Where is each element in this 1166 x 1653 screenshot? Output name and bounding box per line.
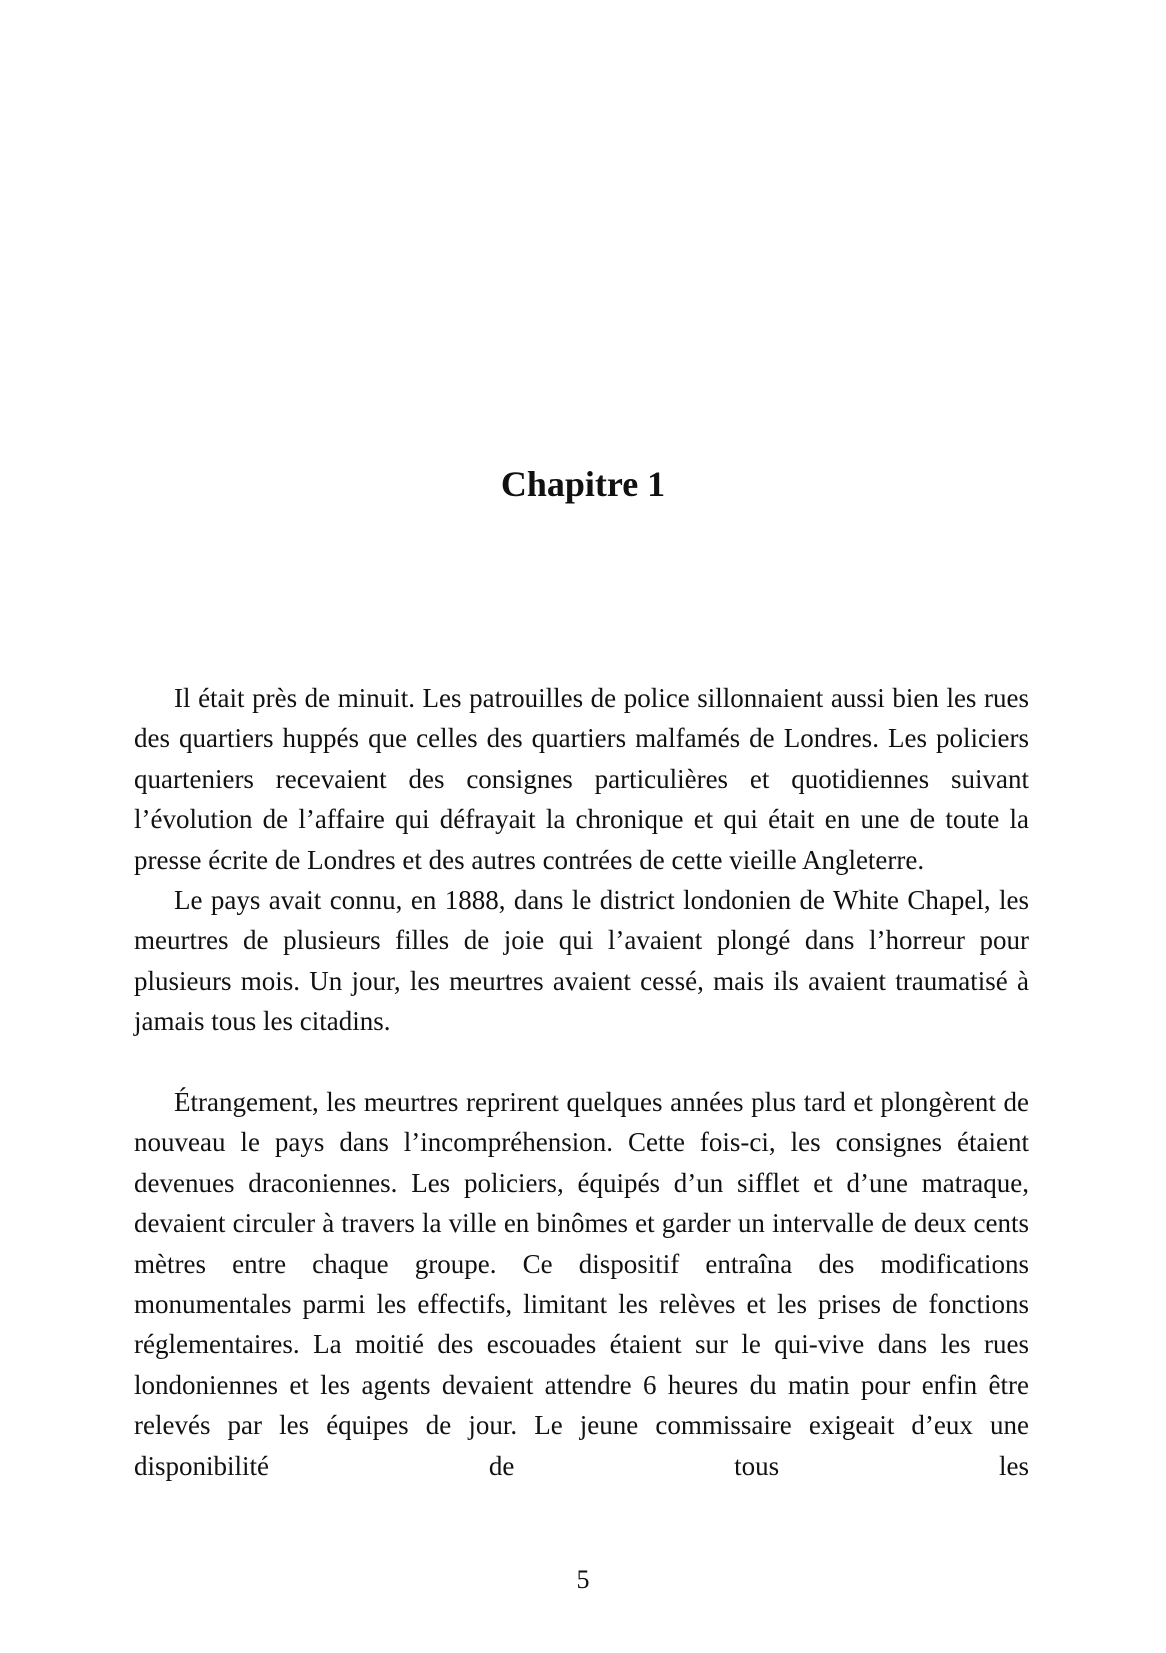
page-number: 5 bbox=[576, 1565, 590, 1594]
body-text bbox=[134, 678, 1029, 1486]
paragraph-3: Étrangement, les meurtres reprirent quelques années plus tard et plongèrent de nouveau le pays dans l’incompréhension. Cette fois-ci, les consignes étaient devenues draconiennes. Les policiers, équipés d’un sifflet et d’une matraque, devaient circuler à travers la ville en binômes et garder un intervalle de deux cents mètres entre chaque groupe. Ce dispositif entraîna des modifications monumentales parmi les effectifs, limitant les relèves et les prises de fonctions réglementaires. La moitié des escouades étaient sur le qui-vive dans les rues londoniennes et les agents devaient attendre 6 heures du matin pour enfin être relevés par les équipes de jour. Le jeune commissaire exigeait d’eux une disponibilité de tous les bbox=[134, 1087, 1029, 1481]
section-break bbox=[134, 1042, 1029, 1082]
paragraph-1: Il était près de minuit. Les patrouilles de police sillonnaient aussi bien les rues des quartiers huppés que celles des quartiers malfamés de Londres. Les policiers quarteniers recevaient des consignes particulières et quotidiennes suivant l’évolution de l’affaire qui défrayait la chronique et qui était en une de toute la presse écrite de Londres et des autres contrées de cette vieille Angleterre. bbox=[134, 683, 1029, 875]
chapter-title: Chapitre 1 bbox=[500, 464, 666, 504]
paragraph-2: Le pays avait connu, en 1888, dans le district londonien de White Chapel, les meurtres de plusieurs filles de joie qui l’avaient plongé dans l’horreur pour plusieurs mois. Un jour, les meurtres avaient cessé, mais ils avaient traumatisé à jamais tous les citadins. bbox=[134, 885, 1029, 1037]
